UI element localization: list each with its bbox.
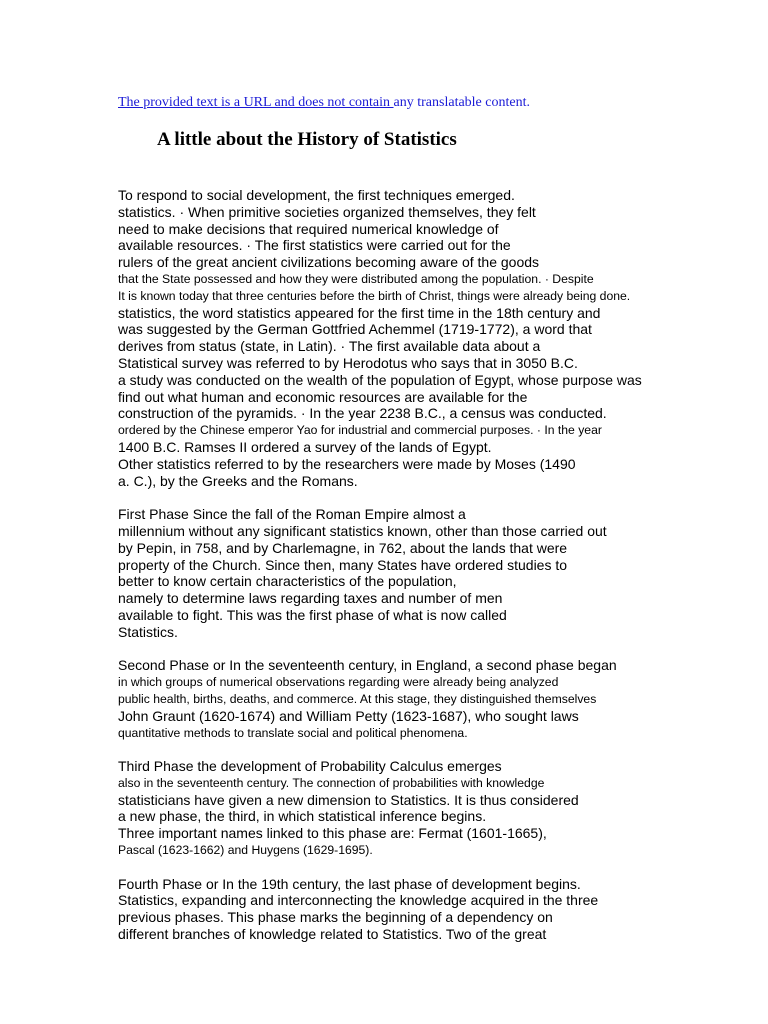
paragraph-gap xyxy=(118,859,758,876)
document-title: A little about the History of Statistics xyxy=(157,129,457,150)
text-line: 1400 B.C. Ramses II ordered a survey of the lands of Egypt. xyxy=(118,438,492,455)
text-line: available resources. · The first statistics were carried out for the xyxy=(118,237,511,254)
text-line: Statistical survey was referred to by Herodotus who says that in 3050 B.C. xyxy=(118,354,578,371)
text-line: property of the Church. Since then, many States have ordered studies to xyxy=(118,556,568,573)
text-line: was suggested by the German Gottfried Achemmel (1719-1772), a word that xyxy=(118,321,592,338)
top-note-rest: any translatable content. xyxy=(393,95,530,110)
text-line: Statistics. xyxy=(118,623,178,640)
paragraph xyxy=(118,657,758,741)
text-line: statistics. · When primitive societies organized themselves, they felt xyxy=(118,203,536,220)
text-line: Other statistics referred to by the researchers were made by Moses (1490 xyxy=(118,455,576,472)
text-line: in which groups of numerical observations regarding were already being analyzed xyxy=(118,675,559,690)
paragraph xyxy=(118,758,758,859)
top-note-link[interactable]: The provided text is a URL and does not contain xyxy=(118,95,394,110)
text-line: construction of the pyramids. · In the year 2238 B.C., a census was conducted. xyxy=(118,405,607,422)
text-line: available to fight. This was the first phase of what is now called xyxy=(118,606,507,623)
text-line: by Pepin, in 758, and by Charlemagne, in 762, about the lands that were xyxy=(118,539,568,556)
text-line: Three important names linked to this phase are: Fermat (1601-1665), xyxy=(118,825,547,842)
text-line: better to know certain characteristics of the population, xyxy=(118,573,457,590)
text-line: ordered by the Chinese emperor Yao for industrial and commercial purposes. · In the year xyxy=(118,423,602,438)
text-line: different branches of knowledge related to Statistics. Two of the great xyxy=(118,926,547,943)
paragraph xyxy=(118,506,758,640)
text-line: Statistics, expanding and interconnecting the knowledge acquired in the three xyxy=(118,892,599,909)
text-line: John Graunt (1620-1674) and William Petty (1623-1687), who sought laws xyxy=(118,707,579,724)
text-line: Fourth Phase or In the 19th century, the last phase of development begins. xyxy=(118,875,581,892)
text-line: previous phases. This phase marks the beginning of a dependency on xyxy=(118,909,553,926)
text-line: It is known today that three centuries before the birth of Christ, things were already being done. xyxy=(118,288,631,303)
text-line: public health, births, deaths, and commerce. At this stage, they distinguished themselves xyxy=(118,691,597,706)
text-line: statisticians have given a new dimension to Statistics. It is thus considered xyxy=(118,791,579,808)
text-line: namely to determine laws regarding taxes and number of men xyxy=(118,590,503,607)
text-line: Second Phase or In the seventeenth century, in England, a second phase began xyxy=(118,657,617,674)
text-line: a study was conducted on the wealth of the population of Egypt, whose purpose was xyxy=(118,371,642,388)
text-line: rulers of the great ancient civilizations becoming aware of the goods xyxy=(118,254,540,271)
text-line: quantitative methods to translate social and political phenomena. xyxy=(118,725,468,740)
text-line: that the State possessed and how they were distributed among the population. · Despite xyxy=(118,271,594,286)
top-note xyxy=(118,95,530,111)
text-line: statistics, the word statistics appeared for the first time in the 18th century and xyxy=(118,304,601,321)
paragraph xyxy=(118,187,758,489)
paragraph xyxy=(118,876,758,943)
text-line: Third Phase the development of Probability Calculus emerges xyxy=(118,758,502,775)
text-line: need to make decisions that required numerical knowledge of xyxy=(118,220,499,237)
paragraph-gap xyxy=(118,741,758,758)
paragraph-gap xyxy=(118,489,758,506)
paragraph-gap xyxy=(118,641,758,658)
text-line: derives from status (state, in Latin). · The first available data about a xyxy=(118,338,541,355)
text-line: First Phase Since the fall of the Roman Empire almost a xyxy=(118,506,466,523)
text-line: find out what human and economic resources are available for the xyxy=(118,388,528,405)
text-line: a. C.), by the Greeks and the Romans. xyxy=(118,472,358,489)
text-line: millennium without any significant statistics known, other than those carried out xyxy=(118,522,607,539)
document-body xyxy=(118,187,758,943)
text-line: a new phase, the third, in which statistical inference begins. xyxy=(118,808,487,825)
text-line: To respond to social development, the first techniques emerged. xyxy=(118,187,515,203)
text-line: also in the seventeenth century. The connection of probabilities with knowledge xyxy=(118,775,545,790)
text-line: Pascal (1623-1662) and Huygens (1629-1695). xyxy=(118,843,373,858)
